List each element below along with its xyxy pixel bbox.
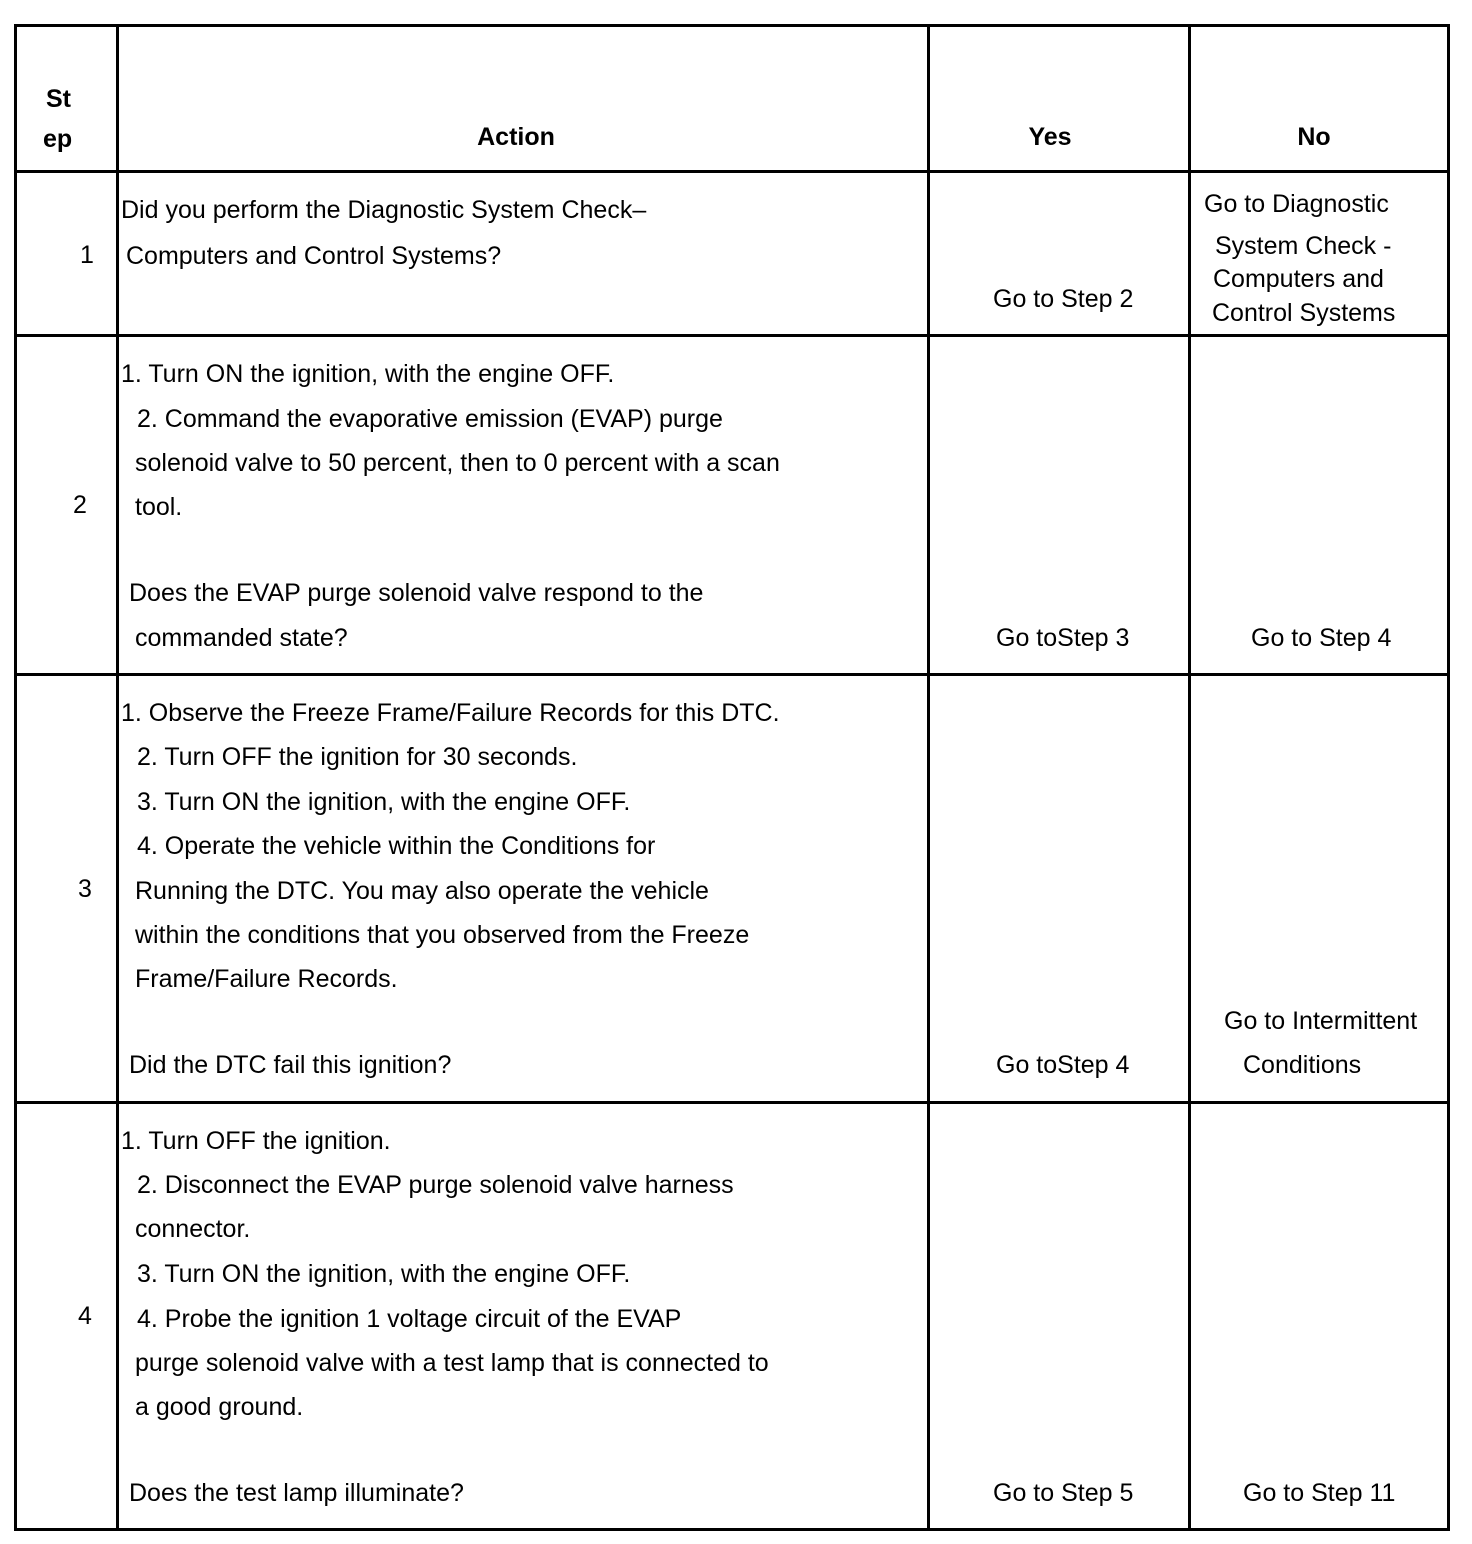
header-step: St xyxy=(46,85,71,113)
header-divider xyxy=(14,170,1450,173)
row-divider xyxy=(14,1101,1450,1104)
step-number: 4 xyxy=(78,1302,92,1330)
step-number: 2 xyxy=(73,491,87,519)
no-result: Go to Diagnostic xyxy=(1204,190,1389,218)
row-divider xyxy=(14,334,1450,337)
action-line: 1. Turn ON the ignition, with the engine OFF. xyxy=(121,360,615,388)
action-line: Running the DTC. You may also operate the vehicle xyxy=(135,877,709,905)
action-line: tool. xyxy=(135,493,183,521)
action-line: Frame/Failure Records. xyxy=(135,965,398,993)
no-result: Computers and xyxy=(1213,265,1384,293)
header-step: ep xyxy=(43,125,73,153)
action-line: solenoid valve to 50 percent, then to 0 percent with a scan xyxy=(135,449,780,477)
table-border-top xyxy=(14,24,1450,27)
no-result: Conditions xyxy=(1243,1051,1362,1079)
no-result: Go to Step 11 xyxy=(1243,1479,1396,1507)
yes-result: Go toStep 4 xyxy=(996,1051,1130,1079)
row-divider xyxy=(14,673,1450,676)
action-line: Computers and Control Systems? xyxy=(126,242,502,270)
no-result: System Check - xyxy=(1215,232,1392,260)
action-line: 1. Turn OFF the ignition. xyxy=(121,1127,391,1155)
header-action: Action xyxy=(477,123,555,151)
column-divider xyxy=(116,24,119,1531)
table-border-bottom xyxy=(14,1528,1450,1531)
action-line: within the conditions that you observed from the Freeze xyxy=(135,921,750,949)
header-yes: Yes xyxy=(1028,123,1072,151)
action-line: Did you perform the Diagnostic System Check– xyxy=(121,196,647,224)
column-divider xyxy=(927,24,930,1531)
column-divider xyxy=(1188,24,1191,1531)
action-line: purge solenoid valve with a test lamp that is connected to xyxy=(135,1349,769,1377)
no-result: Go to Step 4 xyxy=(1251,624,1392,652)
action-line: Does the test lamp illuminate? xyxy=(129,1479,464,1507)
table-border-left xyxy=(14,24,17,1531)
table-border-right xyxy=(1447,24,1450,1531)
action-line: 2. Command the evaporative emission (EVAP) purge xyxy=(137,405,723,433)
action-line: 3. Turn ON the ignition, with the engine OFF. xyxy=(137,788,631,816)
action-line: Does the EVAP purge solenoid valve respond to the xyxy=(129,579,704,607)
action-line: 1. Observe the Freeze Frame/Failure Records for this DTC. xyxy=(121,699,780,727)
header-no: No xyxy=(1297,123,1331,151)
action-line: 4. Probe the ignition 1 voltage circuit of the EVAP xyxy=(137,1305,682,1333)
action-line: 4. Operate the vehicle within the Conditions for xyxy=(137,832,656,860)
no-result: Go to Intermittent xyxy=(1224,1007,1418,1035)
action-line: Did the DTC fail this ignition? xyxy=(129,1051,452,1079)
action-line: 3. Turn ON the ignition, with the engine OFF. xyxy=(137,1260,631,1288)
step-number: 1 xyxy=(80,241,94,269)
no-result: Control Systems xyxy=(1212,299,1396,327)
yes-result: Go to Step 2 xyxy=(993,285,1134,313)
action-line: connector. xyxy=(135,1215,251,1243)
action-line: commanded state? xyxy=(135,624,348,652)
step-number: 3 xyxy=(78,875,92,903)
yes-result: Go to Step 5 xyxy=(993,1479,1134,1507)
action-line: a good ground. xyxy=(135,1393,304,1421)
yes-result: Go toStep 3 xyxy=(996,624,1130,652)
action-line: 2. Turn OFF the ignition for 30 seconds. xyxy=(137,743,578,771)
action-line: 2. Disconnect the EVAP purge solenoid valve harness xyxy=(137,1171,734,1199)
